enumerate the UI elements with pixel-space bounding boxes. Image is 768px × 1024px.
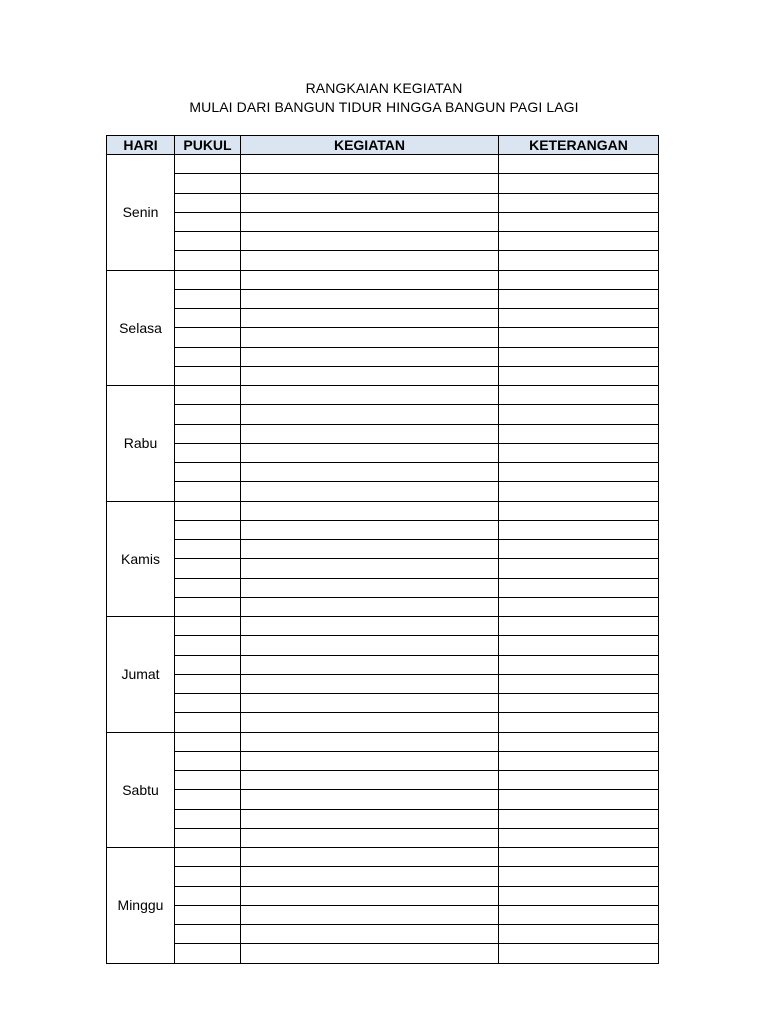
day-cell: Jumat bbox=[107, 617, 175, 733]
keterangan-cell[interactable] bbox=[499, 944, 659, 963]
kegiatan-cell[interactable] bbox=[241, 405, 499, 424]
keterangan-cell[interactable] bbox=[499, 424, 659, 443]
pukul-cell[interactable] bbox=[175, 809, 241, 828]
kegiatan-cell[interactable] bbox=[241, 347, 499, 366]
kegiatan-cell[interactable] bbox=[241, 366, 499, 385]
pukul-cell[interactable] bbox=[175, 540, 241, 559]
kegiatan-cell[interactable] bbox=[241, 386, 499, 405]
schedule-table bbox=[106, 135, 659, 964]
pukul-cell[interactable] bbox=[175, 424, 241, 443]
kegiatan-cell[interactable] bbox=[241, 886, 499, 905]
schedule-body bbox=[107, 155, 659, 964]
pukul-cell[interactable] bbox=[175, 501, 241, 520]
keterangan-cell[interactable] bbox=[499, 366, 659, 385]
pukul-cell[interactable] bbox=[175, 309, 241, 328]
pukul-cell[interactable] bbox=[175, 944, 241, 963]
table-row bbox=[107, 694, 659, 713]
keterangan-cell[interactable] bbox=[499, 405, 659, 424]
kegiatan-cell[interactable] bbox=[241, 674, 499, 693]
kegiatan-cell[interactable] bbox=[241, 501, 499, 520]
pukul-cell[interactable] bbox=[175, 578, 241, 597]
day-cell: Sabtu bbox=[107, 732, 175, 848]
table-row bbox=[107, 463, 659, 482]
table-row bbox=[107, 848, 659, 867]
kegiatan-cell[interactable] bbox=[241, 578, 499, 597]
keterangan-cell[interactable] bbox=[499, 251, 659, 270]
pukul-cell[interactable] bbox=[175, 905, 241, 924]
kegiatan-cell[interactable] bbox=[241, 694, 499, 713]
pukul-cell[interactable] bbox=[175, 212, 241, 231]
pukul-cell[interactable] bbox=[175, 732, 241, 751]
table-row bbox=[107, 501, 659, 520]
pukul-cell[interactable] bbox=[175, 771, 241, 790]
kegiatan-cell[interactable] bbox=[241, 636, 499, 655]
table-row bbox=[107, 559, 659, 578]
pukul-cell[interactable] bbox=[175, 713, 241, 732]
kegiatan-cell[interactable] bbox=[241, 905, 499, 924]
kegiatan-cell[interactable] bbox=[241, 289, 499, 308]
keterangan-cell[interactable] bbox=[499, 463, 659, 482]
pukul-cell[interactable] bbox=[175, 270, 241, 289]
kegiatan-cell[interactable] bbox=[241, 540, 499, 559]
keterangan-cell[interactable] bbox=[499, 597, 659, 616]
page-title bbox=[0, 79, 768, 117]
pukul-cell[interactable] bbox=[175, 193, 241, 212]
pukul-cell[interactable] bbox=[175, 328, 241, 347]
keterangan-cell[interactable] bbox=[499, 520, 659, 539]
table-row bbox=[107, 751, 659, 770]
day-cell: Minggu bbox=[107, 848, 175, 964]
keterangan-cell[interactable] bbox=[499, 655, 659, 674]
pukul-cell[interactable] bbox=[175, 174, 241, 193]
kegiatan-cell[interactable] bbox=[241, 482, 499, 501]
pukul-cell[interactable] bbox=[175, 405, 241, 424]
table-row bbox=[107, 366, 659, 385]
table-row bbox=[107, 289, 659, 308]
pukul-cell[interactable] bbox=[175, 232, 241, 251]
pukul-cell[interactable] bbox=[175, 674, 241, 693]
table-row bbox=[107, 732, 659, 751]
kegiatan-cell[interactable] bbox=[241, 655, 499, 674]
keterangan-cell[interactable] bbox=[499, 886, 659, 905]
keterangan-cell[interactable] bbox=[499, 828, 659, 847]
keterangan-cell[interactable] bbox=[499, 867, 659, 886]
keterangan-cell[interactable] bbox=[499, 193, 659, 212]
table-row bbox=[107, 713, 659, 732]
kegiatan-cell[interactable] bbox=[241, 751, 499, 770]
kegiatan-cell[interactable] bbox=[241, 328, 499, 347]
keterangan-cell[interactable] bbox=[499, 482, 659, 501]
title-line-1: RANGKAIAN KEGIATAN bbox=[305, 80, 463, 96]
keterangan-cell[interactable] bbox=[499, 674, 659, 693]
keterangan-cell[interactable] bbox=[499, 232, 659, 251]
keterangan-cell[interactable] bbox=[499, 270, 659, 289]
table-row bbox=[107, 270, 659, 289]
pukul-cell[interactable] bbox=[175, 886, 241, 905]
header-keterangan: KETERANGAN bbox=[499, 136, 659, 155]
keterangan-cell[interactable] bbox=[499, 732, 659, 751]
pukul-cell[interactable] bbox=[175, 828, 241, 847]
keterangan-cell[interactable] bbox=[499, 925, 659, 944]
header-row bbox=[107, 136, 659, 155]
pukul-cell[interactable] bbox=[175, 655, 241, 674]
header-hari: HARI bbox=[107, 136, 175, 155]
kegiatan-cell[interactable] bbox=[241, 597, 499, 616]
pukul-cell[interactable] bbox=[175, 559, 241, 578]
pukul-cell[interactable] bbox=[175, 347, 241, 366]
pukul-cell[interactable] bbox=[175, 617, 241, 636]
keterangan-cell[interactable] bbox=[499, 386, 659, 405]
table-row bbox=[107, 424, 659, 443]
kegiatan-cell[interactable] bbox=[241, 732, 499, 751]
table-row bbox=[107, 540, 659, 559]
table-row bbox=[107, 828, 659, 847]
header-pukul: PUKUL bbox=[175, 136, 241, 155]
table-row bbox=[107, 443, 659, 462]
keterangan-cell[interactable] bbox=[499, 212, 659, 231]
day-cell: Rabu bbox=[107, 386, 175, 502]
table-row bbox=[107, 867, 659, 886]
pukul-cell[interactable] bbox=[175, 848, 241, 867]
kegiatan-cell[interactable] bbox=[241, 212, 499, 231]
kegiatan-cell[interactable] bbox=[241, 771, 499, 790]
table-row bbox=[107, 520, 659, 539]
table-row bbox=[107, 790, 659, 809]
keterangan-cell[interactable] bbox=[499, 540, 659, 559]
kegiatan-cell[interactable] bbox=[241, 443, 499, 462]
day-cell: Senin bbox=[107, 155, 175, 271]
kegiatan-cell[interactable] bbox=[241, 944, 499, 963]
table-row bbox=[107, 944, 659, 963]
table-row bbox=[107, 232, 659, 251]
keterangan-cell[interactable] bbox=[499, 559, 659, 578]
keterangan-cell[interactable] bbox=[499, 347, 659, 366]
pukul-cell[interactable] bbox=[175, 289, 241, 308]
table-row bbox=[107, 386, 659, 405]
table-row bbox=[107, 655, 659, 674]
pukul-cell[interactable] bbox=[175, 366, 241, 385]
table-row bbox=[107, 809, 659, 828]
kegiatan-cell[interactable] bbox=[241, 828, 499, 847]
kegiatan-cell[interactable] bbox=[241, 463, 499, 482]
kegiatan-cell[interactable] bbox=[241, 520, 499, 539]
kegiatan-cell[interactable] bbox=[241, 251, 499, 270]
pukul-cell[interactable] bbox=[175, 463, 241, 482]
table-row bbox=[107, 886, 659, 905]
kegiatan-cell[interactable] bbox=[241, 790, 499, 809]
keterangan-cell[interactable] bbox=[499, 578, 659, 597]
kegiatan-cell[interactable] bbox=[241, 848, 499, 867]
table-row bbox=[107, 578, 659, 597]
keterangan-cell[interactable] bbox=[499, 289, 659, 308]
kegiatan-cell[interactable] bbox=[241, 713, 499, 732]
keterangan-cell[interactable] bbox=[499, 751, 659, 770]
keterangan-cell[interactable] bbox=[499, 174, 659, 193]
pukul-cell[interactable] bbox=[175, 520, 241, 539]
table-row bbox=[107, 636, 659, 655]
pukul-cell[interactable] bbox=[175, 925, 241, 944]
kegiatan-cell[interactable] bbox=[241, 809, 499, 828]
pukul-cell[interactable] bbox=[175, 155, 241, 174]
title-line-2: MULAI DARI BANGUN TIDUR HINGGA BANGUN PAGI LAGI bbox=[189, 99, 579, 115]
keterangan-cell[interactable] bbox=[499, 443, 659, 462]
pukul-cell[interactable] bbox=[175, 867, 241, 886]
day-cell: Kamis bbox=[107, 501, 175, 617]
pukul-cell[interactable] bbox=[175, 636, 241, 655]
pukul-cell[interactable] bbox=[175, 790, 241, 809]
table-row bbox=[107, 347, 659, 366]
keterangan-cell[interactable] bbox=[499, 713, 659, 732]
pukul-cell[interactable] bbox=[175, 597, 241, 616]
kegiatan-cell[interactable] bbox=[241, 270, 499, 289]
table-row bbox=[107, 405, 659, 424]
kegiatan-cell[interactable] bbox=[241, 559, 499, 578]
table-row bbox=[107, 251, 659, 270]
keterangan-cell[interactable] bbox=[499, 501, 659, 520]
table-row bbox=[107, 905, 659, 924]
table-row bbox=[107, 597, 659, 616]
keterangan-cell[interactable] bbox=[499, 790, 659, 809]
pukul-cell[interactable] bbox=[175, 694, 241, 713]
table-row bbox=[107, 174, 659, 193]
table-row bbox=[107, 193, 659, 212]
keterangan-cell[interactable] bbox=[499, 309, 659, 328]
kegiatan-cell[interactable] bbox=[241, 309, 499, 328]
kegiatan-cell[interactable] bbox=[241, 424, 499, 443]
table-row bbox=[107, 482, 659, 501]
keterangan-cell[interactable] bbox=[499, 636, 659, 655]
pukul-cell[interactable] bbox=[175, 386, 241, 405]
kegiatan-cell[interactable] bbox=[241, 232, 499, 251]
table-row bbox=[107, 212, 659, 231]
keterangan-cell[interactable] bbox=[499, 848, 659, 867]
kegiatan-cell[interactable] bbox=[241, 193, 499, 212]
table-row bbox=[107, 309, 659, 328]
kegiatan-cell[interactable] bbox=[241, 867, 499, 886]
pukul-cell[interactable] bbox=[175, 251, 241, 270]
kegiatan-cell[interactable] bbox=[241, 617, 499, 636]
table-row bbox=[107, 674, 659, 693]
header-kegiatan: KEGIATAN bbox=[241, 136, 499, 155]
kegiatan-cell[interactable] bbox=[241, 155, 499, 174]
kegiatan-cell[interactable] bbox=[241, 174, 499, 193]
keterangan-cell[interactable] bbox=[499, 771, 659, 790]
kegiatan-cell[interactable] bbox=[241, 925, 499, 944]
table-row bbox=[107, 617, 659, 636]
keterangan-cell[interactable] bbox=[499, 905, 659, 924]
keterangan-cell[interactable] bbox=[499, 155, 659, 174]
table-row bbox=[107, 328, 659, 347]
pukul-cell[interactable] bbox=[175, 482, 241, 501]
keterangan-cell[interactable] bbox=[499, 809, 659, 828]
table-row bbox=[107, 771, 659, 790]
table-row bbox=[107, 155, 659, 174]
keterangan-cell[interactable] bbox=[499, 617, 659, 636]
keterangan-cell[interactable] bbox=[499, 694, 659, 713]
pukul-cell[interactable] bbox=[175, 751, 241, 770]
table-row bbox=[107, 925, 659, 944]
day-cell: Selasa bbox=[107, 270, 175, 386]
pukul-cell[interactable] bbox=[175, 443, 241, 462]
keterangan-cell[interactable] bbox=[499, 328, 659, 347]
